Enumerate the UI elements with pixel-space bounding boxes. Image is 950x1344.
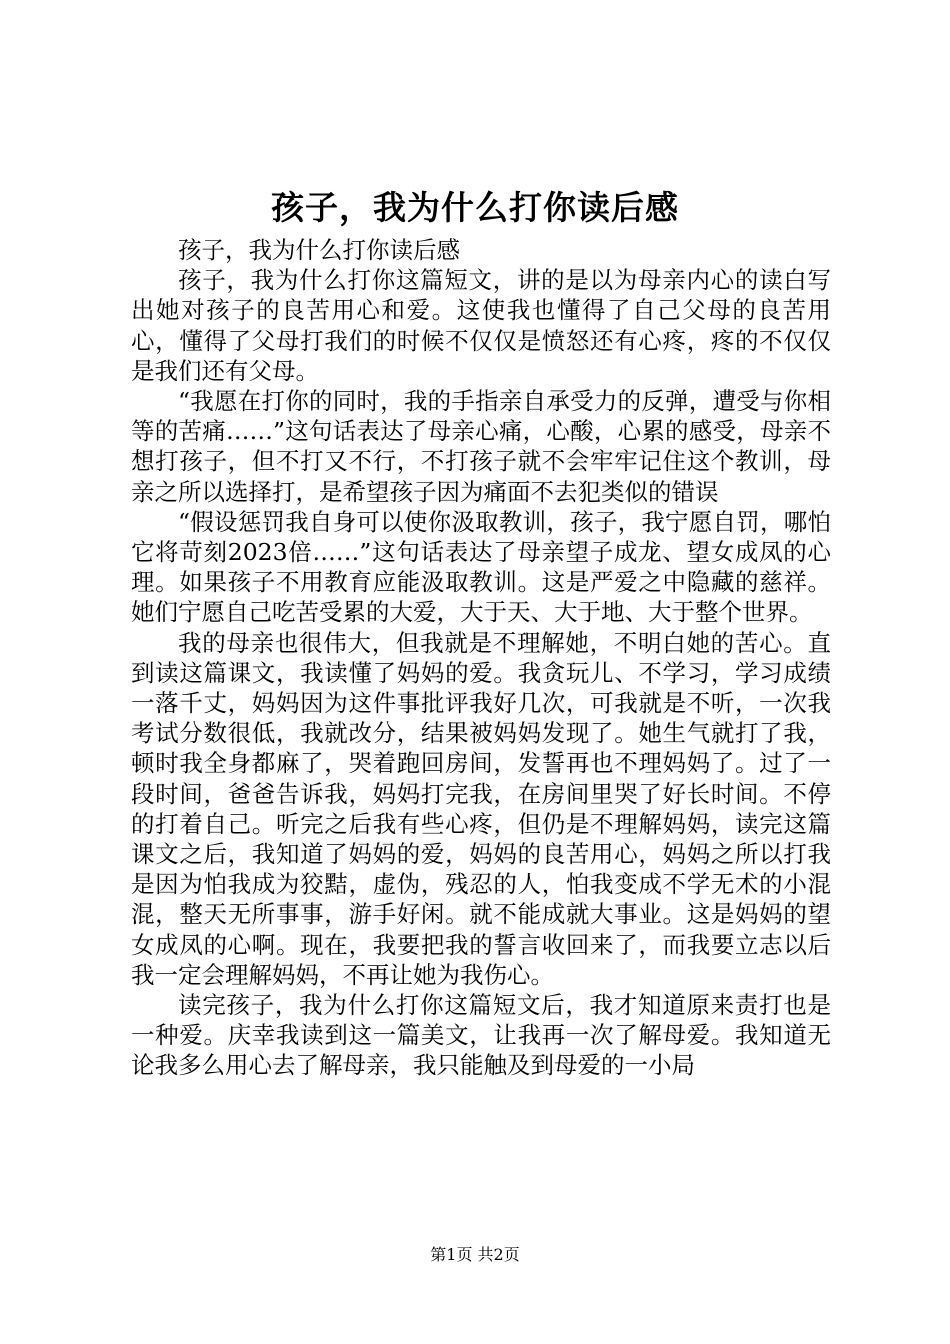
- paragraph: 读完孩子，我为什么打你这篇短文后，我才知道原来责打也是一种爱。庆幸我读到这一篇美文，让我再一次了解母爱。我知道无论我多么用心去了解母亲，我只能触及到母爱的一小局: [131, 991, 831, 1080]
- document-body: [131, 235, 831, 1081]
- page-footer: 第1页 共2页: [430, 1245, 520, 1264]
- paragraph: “我愿在打你的同时，我的手指亲自承受力的反弹，遭受与你相等的苦痛……”这句话表达了母亲心痛，心酸，心累的感受，母亲不想打孩子，但不打又不行，不打孩子就不会牢牢记住这个教训，母亲之所以选择打，是希望孩子因为痛面不去犯类似的错误: [131, 387, 831, 506]
- paragraph: 孩子，我为什么打你这篇短文，讲的是以为母亲内心的读白写出她对孩子的良苦用心和爱。这使我也懂得了自己父母的良苦用心，懂得了父母打我们的时候不仅仅是愤怒还有心疼，疼的不仅仅是我们还有父母。: [131, 266, 831, 385]
- paragraph: 我的母亲也很伟大，但我就是不理解她，不明白她的苦心。直到读这篇课文，我读懂了妈妈的爱。我贪玩儿、不学习，学习成绩一落千丈，妈妈因为这件事批评我好几次，可我就是不听，一次我考试分数很低，我就改分，结果被妈妈发现了。她生气就打了我，顿时我全身都麻了，哭着跑回房间，发誓再也不理妈妈了。过了一段时间，爸爸告诉我，妈妈打完我，在房间里哭了好长时间。不停的打着自己。听完之后我有些心疼，但仍是不理解妈妈，读完这篇课文之后，我知道了妈妈的爱，妈妈的良苦用心，妈妈之所以打我是因为怕我成为狡黠，虚伪，残忍的人，怕我变成不学无术的小混混，整天无所事事，游手好闲。就不能成就大事业。这是妈妈的望女成凤的心啊。现在，我要把我的誓言收回来了，而我要立志以后我一定会理解妈妈，不再让她为我伤心。: [131, 628, 831, 989]
- paragraph: “假设惩罚我自身可以使你汲取教训，孩子，我宁愿自罚，哪怕它将苛刻2023倍……”这句话表达了母亲望子成龙、望女成凤的心理。如果孩子不用教育应能汲取教训。这是严爱之中隐藏的慈祥。她们宁愿自己吃苦受累的大爱，大于天、大于地、大于整个世界。: [131, 507, 831, 627]
- paragraph: 孩子，我为什么打你读后感: [178, 236, 460, 264]
- document-title: 孩子，我为什么打你读后感: [271, 188, 679, 227]
